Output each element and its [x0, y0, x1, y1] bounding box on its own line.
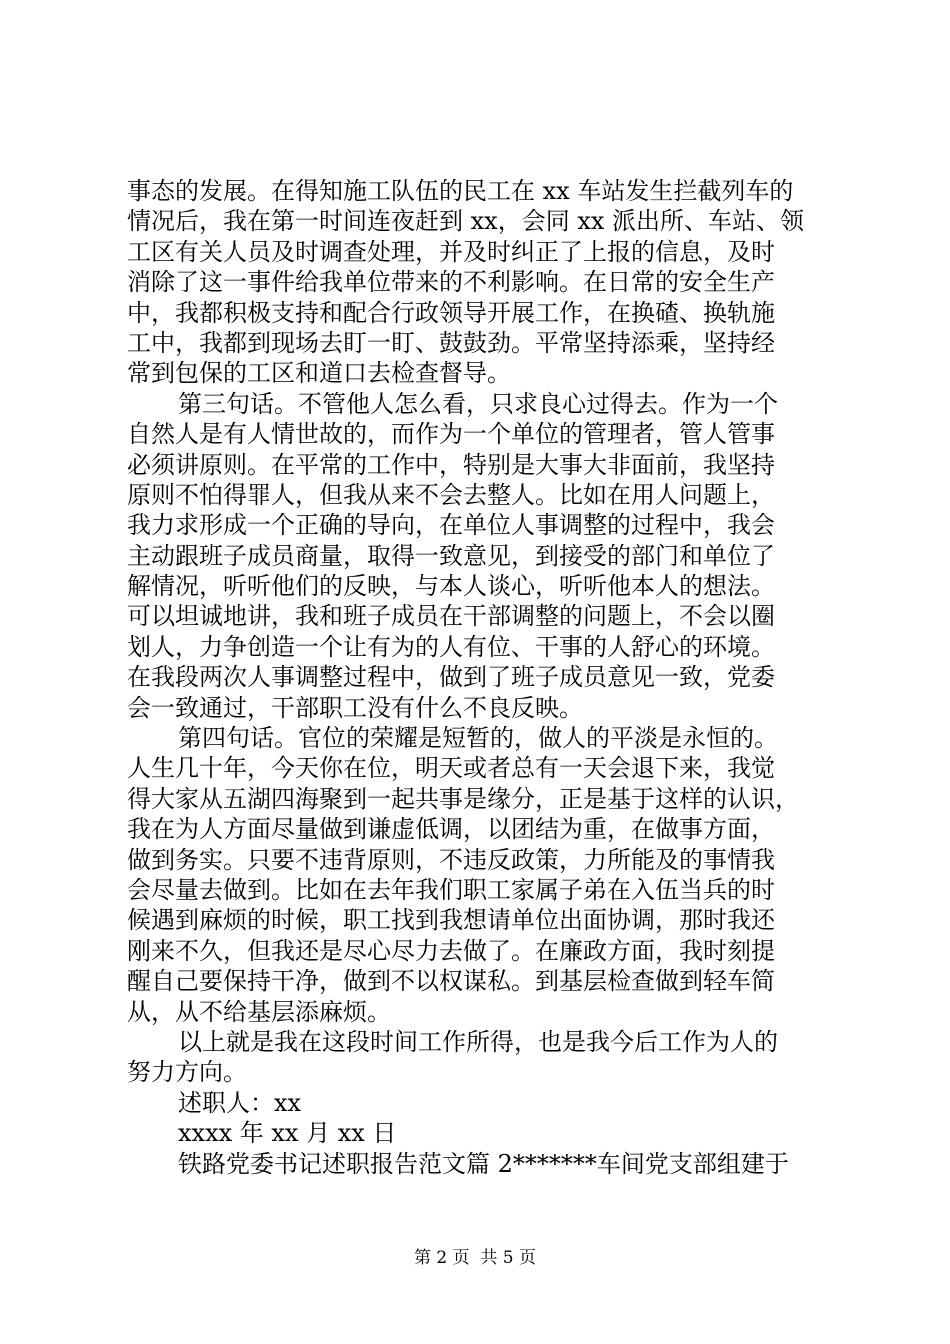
- text-line: 主动跟班子成员商量，取得一致意见，到接受的部门和单位了: [127, 541, 775, 570]
- text-line: 努力方向。: [127, 1058, 247, 1087]
- text-line: 得大家从五湖四海聚到一起共事是缘分，正是基于这样的认识，: [127, 784, 799, 813]
- text-line: 候遇到麻烦的时候，职工找到我想请单位出面协调，那时我还: [127, 906, 775, 935]
- text-line: 人生几十年，今天你在位，明天或者总有一天会退下来，我觉: [127, 754, 775, 783]
- paragraph-start-line: 第三句话。不管他人怎么看，只求良心过得去。作为一个: [178, 389, 778, 418]
- text-line: 刚来不久，但我还是尽心尽力去做了。在廉政方面，我时刻提: [127, 936, 775, 965]
- text-line: 我在为人方面尽量做到谦虚低调，以团结为重，在做事方面，: [127, 815, 775, 844]
- text-line: 常到包保的工区和道口去检查督导。: [127, 359, 511, 388]
- paragraph-start-line: 以上就是我在这段时间工作所得，也是我今后工作为人的: [178, 1027, 778, 1056]
- text-line: 工区有关人员及时调查处理，并及时纠正了上报的信息，及时: [127, 237, 775, 266]
- text-line: 做到务实。只要不违背原则，不违反政策，力所能及的事情我: [127, 845, 775, 874]
- text-line: 在我段两次人事调整过程中，做到了班子成员意见一致，党委: [127, 663, 775, 692]
- text-line: 原则不怕得罪人，但我从来不会去整人。比如在用人问题上，: [127, 480, 775, 509]
- text-line: 自然人是有人情世故的，而作为一个单位的管理者，管人管事: [127, 420, 775, 449]
- text-line: 会一致通过，干部职工没有什么不良反映。: [127, 693, 583, 722]
- text-line: 可以坦诚地讲，我和班子成员在干部调整的问题上，不会以圈: [127, 602, 775, 631]
- text-line: 事态的发展。在得知施工队伍的民工在 xx 车站发生拦截列车的: [127, 177, 794, 205]
- text-line: 情况后，我在第一时间连夜赶到 xx，会同 xx 派出所、车站、领: [127, 207, 805, 236]
- text-line: 醒自己要保持干净，做到不以权谋私。到基层检查做到轻车简: [127, 967, 775, 996]
- page-number-footer: 第 2 页 共 5 页: [413, 1248, 537, 1268]
- text-line: 我力求形成一个正确的导向，在单位人事调整的过程中，我会: [127, 511, 775, 540]
- text-line: 从，从不给基层添麻烦。: [127, 997, 391, 1026]
- paragraph-start-line: 第四句话。官位的荣耀是短暂的，做人的平淡是永恒的。: [178, 724, 778, 753]
- text-line: 必须讲原则。在平常的工作中，特别是大事大非面前，我坚持: [127, 450, 775, 479]
- text-line: 消除了这一事件给我单位带来的不利影响。在日常的安全生产: [127, 268, 775, 297]
- next-section-heading: 铁路党委书记述职报告范文篇 2*******车间党支部组建于: [178, 1149, 789, 1178]
- text-line: 会尽量去做到。比如在去年我们职工家属子弟在入伍当兵的时: [127, 875, 775, 904]
- text-line: 中，我都积极支持和配合行政领导开展工作，在换碴、换轨施: [127, 298, 775, 327]
- text-line: 解情况，听听他们的反映，与本人谈心，听听他本人的想法。: [127, 572, 775, 601]
- text-line: 工中，我都到现场去盯一盯、鼓鼓劲。平常坚持添乘，坚持经: [127, 328, 775, 357]
- text-line: 划人，力争创造一个让有为的人有位、干事的人舒心的环境。: [127, 632, 775, 661]
- signature-line: 述职人：xx: [178, 1088, 302, 1117]
- document-body: [127, 176, 847, 1179]
- date-line: xxxx 年 xx 月 xx 日: [178, 1119, 397, 1148]
